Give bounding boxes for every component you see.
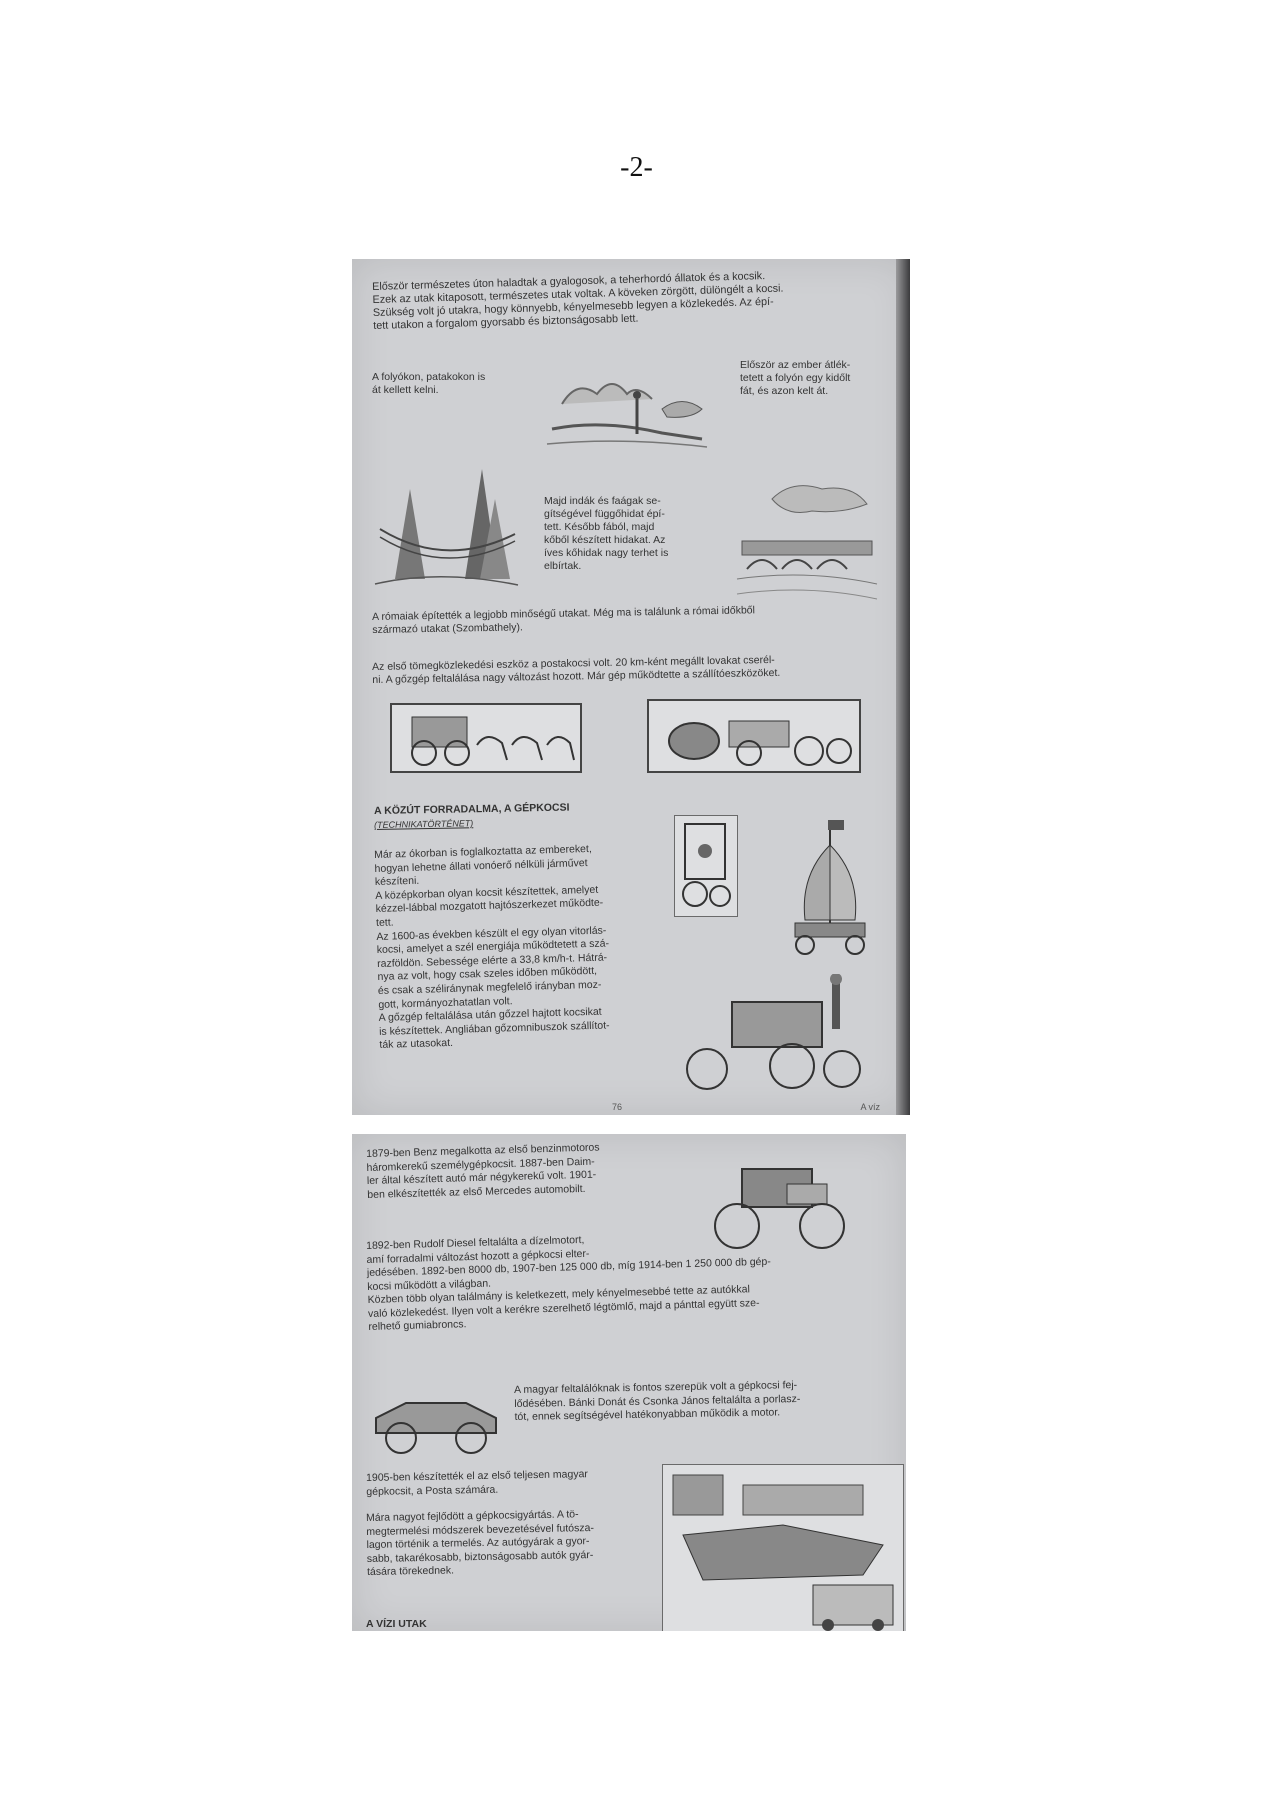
textbook-photo-bottom <box>352 1134 906 1631</box>
roman-roads-paragraph: A rómaiak építették a legjobb minőségű utakat. Még ma is találunk a római időkből származó utakat (Szombathely). <box>372 604 756 636</box>
rivers-caption: A folyókon, patakokon is át kellett kelni. <box>372 371 486 396</box>
vintage-car-illustration <box>366 1378 506 1458</box>
steam-omnibus-illustration <box>682 974 872 1094</box>
first-hungarian-car-paragraph: 1905-ben készítették el az első teljesen magyar gépkocsit, a Posta számára. <box>366 1468 588 1498</box>
intro-paragraph: Először természetes úton haladtak a gyalogosok, a teherhordó állatok és a kocsik. Ezek az utak kitaposott, természetes utak voltak. A köveken zörgött, dülöngélt a kocsi. Szükség volt jó utakra, hogy könnyebb, kényelmesebb legyen a közlekedés. Az épí- tett utakon a forgalom gyorsabb és biztonságosabb lett. <box>372 270 784 332</box>
fallen-tree-illustration <box>542 359 712 451</box>
hand-powered-carriage-illustration <box>674 815 738 917</box>
car-production-paragraph: Mára nagyot fejlődött a gépkocsigyártás. A tö- megtermelési módszerek bevezetésével futósza- lagon történik a termelés. Az autógyárak a gyor- sabb, takarékosabb, biztonságosabb autók gyár- tására törekednek. <box>366 1508 595 1578</box>
page-foot-right: A víz <box>860 1102 880 1112</box>
benz-paragraph: 1879-ben Benz megalkotta az első benzinmotoros háromkerekű személygépkocsit. 1887-ben Daim- ler által készített autó már négykerekű volt. 1901- ben elkészítették az első Mercedes automobilt. <box>366 1141 600 1201</box>
page-number: -2- <box>620 152 653 183</box>
steam-carriage-illustration <box>647 699 861 773</box>
section-heading: A KÖZÚT FORRADALMA, A GÉPKOCSI <box>374 801 570 817</box>
section-body: Már az ókorban is foglalkoztatta az embereket, hogyan lehetne állati vonóerő nélküli járművet készíteni. A középkorban olyan kocsit készítettek, amelyet kézzel-lábbal mozgatott hajtószerkezet működte- tett. Az 1600-as években készült el egy olyan vitorlás- kocsi, amelyet a szél energiája működtetett a szá- razföldön. Sebessége elérte a 33,8 km/h-t. Hátrá- nya az volt, hogy csak szeles időben működött, és csak a széliránynak megfelelő irányban moz- gott, kormányozhatatlan volt. A gőzgép feltalálása után gőzzel hajtott kocsikat is készítettek. Angliában gőzomnibuszok szállítot- ták az utasokat. <box>374 842 610 1052</box>
section-subheading: (TECHNIKATÖRTÉNET) <box>374 818 474 830</box>
postal-coach-paragraph: Az első tömegközlekedési eszköz a postakocsi volt. 20 km-ként megállt lovakat cserél- ni. A gőzgép feltalálása nagy változást hozott. Már gép működtette a szállítóeszközöket. <box>372 653 781 686</box>
sail-wagon-illustration <box>780 815 880 960</box>
textbook-photo-top <box>352 259 910 1115</box>
hungarian-inventors-paragraph: A magyar feltalálóknak is fontos szerepük volt a gépkocsi fej- lődésében. Bánki Donát és Csonka János feltalálta a porlasz- tót, ennek segítségével hatékonyabban működik a motor. <box>514 1379 801 1423</box>
diesel-paragraph: 1892-ben Rudolf Diesel feltalálta a dízelmotort, amí forradalmi változást hozott a gépkocsi elter- jedésében. 1892-ben 8000 db, 1907-ben 125 000 db, míg 1914-ben 1 250 000 db gép- kocsi működött a világban. Közben több olyan találmány is keletkezett, mely kényelmesebbé tette az autókkal való közlekedést. Ilyen volt a kerékre szerelhető légtömlő, majd a pánttal együtt sze- relhető gumiabroncs. <box>366 1233 771 1333</box>
bridges-caption: Majd indák és faágak se- gítségével függőhidat épí- tett. Később fából, majd kőből készített hidakat. Az íves kőhidak nagy terhet is elbírtak. <box>544 495 669 572</box>
next-section-heading: A VÍZI UTAK <box>366 1618 427 1630</box>
stone-bridge-illustration <box>732 469 882 604</box>
assembly-line-illustration <box>662 1464 904 1631</box>
postal-coach-illustration <box>390 703 582 773</box>
fallen-tree-caption: Először az ember átlék- tetett a folyón egy kidőlt fát, és azon kelt át. <box>740 359 851 397</box>
page-number-bottom: 76 <box>612 1102 623 1112</box>
suspension-bridge-forest-illustration <box>370 449 520 589</box>
